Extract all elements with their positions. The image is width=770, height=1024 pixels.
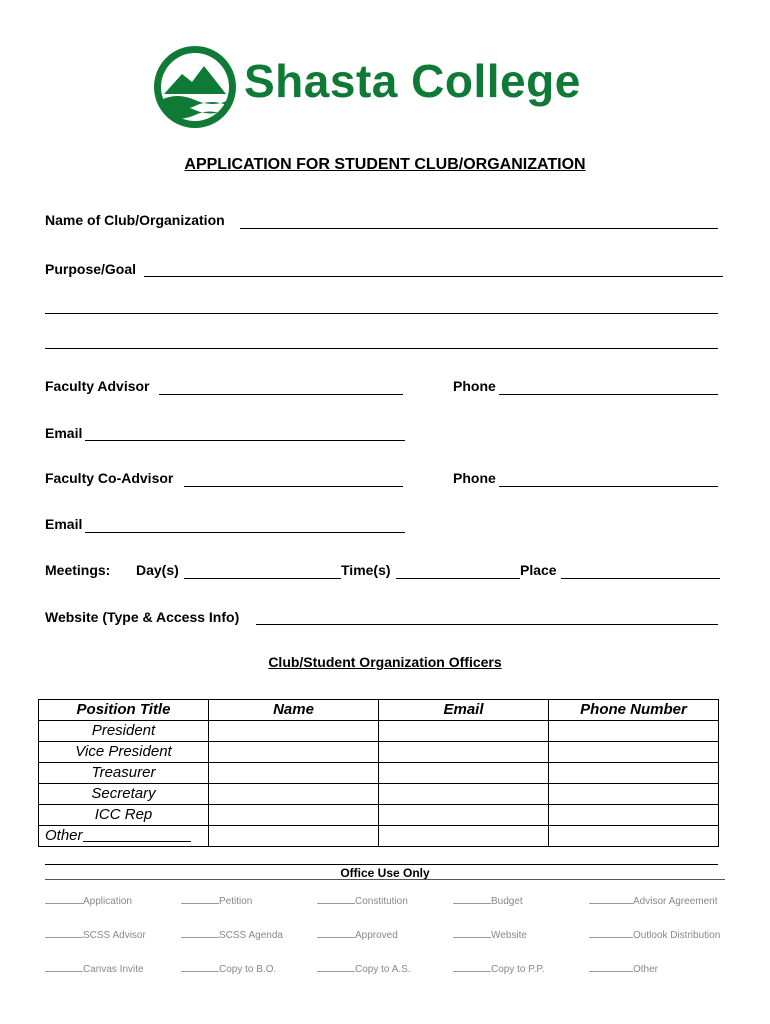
office-item-label: Application	[83, 896, 132, 907]
email-cell[interactable]	[379, 805, 549, 826]
table-row	[39, 805, 719, 826]
table-header-row	[39, 700, 719, 721]
office-item[interactable]	[453, 928, 527, 941]
faculty-coadvisor-line[interactable]	[184, 486, 403, 487]
officers-table	[38, 699, 719, 847]
place-line[interactable]	[561, 578, 720, 579]
phone-label-2: Phone	[453, 470, 496, 486]
days-label: Day(s)	[136, 562, 179, 578]
name-cell[interactable]	[209, 763, 379, 784]
office-item[interactable]	[317, 928, 398, 941]
position-cell-other[interactable]	[39, 826, 209, 847]
office-item-label: SCSS Agenda	[219, 930, 283, 941]
column-header-email: Email	[379, 700, 549, 721]
office-item[interactable]	[317, 962, 411, 975]
office-item[interactable]	[453, 894, 523, 907]
office-item-label: Copy to B.O.	[219, 964, 277, 975]
name-cell[interactable]	[209, 742, 379, 763]
club-name-label: Name of Club/Organization	[45, 212, 225, 228]
table-row	[39, 826, 719, 847]
logo-wordmark: Shasta College	[244, 55, 581, 107]
email-cell[interactable]	[379, 784, 549, 805]
phone-cell[interactable]	[549, 805, 719, 826]
phone-line-2[interactable]	[499, 486, 718, 487]
phone-cell[interactable]	[549, 784, 719, 805]
office-item-label: SCSS Advisor	[83, 930, 146, 941]
position-cell: Vice President	[39, 742, 209, 763]
position-cell: Treasurer	[39, 763, 209, 784]
office-item-label: Website	[491, 930, 527, 941]
office-item-label: Advisor Agreement	[633, 896, 718, 907]
office-item-label: Canvas Invite	[83, 964, 144, 975]
name-cell[interactable]	[209, 784, 379, 805]
office-item[interactable]	[589, 894, 718, 907]
officers-section-title: Club/Student Organization Officers	[268, 654, 502, 670]
faculty-advisor-label: Faculty Advisor	[45, 378, 150, 394]
column-header-name: Name	[209, 700, 379, 721]
office-item[interactable]	[589, 928, 720, 941]
purpose-line-2[interactable]	[45, 313, 718, 314]
table-row	[39, 763, 719, 784]
office-item[interactable]	[317, 894, 408, 907]
email-line-2[interactable]	[85, 532, 405, 533]
table-row	[39, 721, 719, 742]
email-label-1: Email	[45, 425, 83, 441]
times-label: Time(s)	[341, 562, 391, 578]
office-item[interactable]	[589, 962, 658, 975]
phone-cell[interactable]	[549, 826, 719, 847]
times-line[interactable]	[396, 578, 520, 579]
email-cell[interactable]	[379, 721, 549, 742]
office-item[interactable]	[45, 928, 146, 941]
email-cell[interactable]	[379, 763, 549, 784]
column-header-phone: Phone Number	[549, 700, 719, 721]
office-item[interactable]	[45, 894, 132, 907]
faculty-advisor-line[interactable]	[159, 394, 403, 395]
office-item-label: Constitution	[355, 896, 408, 907]
office-item-label: Copy to P.P.	[491, 964, 545, 975]
office-item-label: Copy to A.S.	[355, 964, 411, 975]
email-cell[interactable]	[379, 742, 549, 763]
office-item-label: Petition	[219, 896, 253, 907]
phone-cell[interactable]	[549, 721, 719, 742]
name-cell[interactable]	[209, 826, 379, 847]
club-name-line[interactable]	[240, 228, 718, 229]
phone-label-1: Phone	[453, 378, 496, 394]
office-item[interactable]	[181, 928, 283, 941]
position-cell: Secretary	[39, 784, 209, 805]
office-item[interactable]	[45, 962, 144, 975]
table-row	[39, 784, 719, 805]
website-line[interactable]	[256, 624, 718, 625]
email-label-2: Email	[45, 516, 83, 532]
phone-line-1[interactable]	[499, 394, 718, 395]
days-line[interactable]	[184, 578, 341, 579]
position-cell: ICC Rep	[39, 805, 209, 826]
email-line-1[interactable]	[85, 440, 405, 441]
office-item-label: Approved	[355, 930, 398, 941]
phone-cell[interactable]	[549, 763, 719, 784]
column-header-position: Position Title	[39, 700, 209, 721]
meetings-label: Meetings:	[45, 562, 111, 578]
website-label: Website (Type & Access Info)	[45, 609, 240, 625]
place-label: Place	[520, 562, 557, 578]
purpose-line-1[interactable]	[144, 276, 723, 277]
name-cell[interactable]	[209, 805, 379, 826]
office-item-label: Other	[633, 964, 659, 975]
faculty-coadvisor-label: Faculty Co-Advisor	[45, 470, 174, 486]
position-cell: President	[39, 721, 209, 742]
purpose-label: Purpose/Goal	[45, 261, 137, 277]
form-title: APPLICATION FOR STUDENT CLUB/ORGANIZATION	[184, 156, 586, 173]
table-row	[39, 742, 719, 763]
other-label: Other	[45, 827, 83, 844]
office-item-label: Outlook Distribution	[633, 930, 721, 941]
office-divider-2	[45, 879, 725, 880]
office-use-title: Office Use Only	[340, 866, 430, 880]
logo-emblem-icon	[152, 44, 238, 130]
office-item-label: Budget	[491, 896, 523, 907]
phone-cell[interactable]	[549, 742, 719, 763]
office-item[interactable]	[181, 894, 252, 907]
email-cell[interactable]	[379, 826, 549, 847]
office-item[interactable]	[181, 962, 276, 975]
name-cell[interactable]	[209, 721, 379, 742]
purpose-line-3[interactable]	[45, 348, 718, 349]
office-item[interactable]	[453, 962, 545, 975]
college-logo	[152, 44, 622, 132]
office-divider	[45, 864, 718, 865]
